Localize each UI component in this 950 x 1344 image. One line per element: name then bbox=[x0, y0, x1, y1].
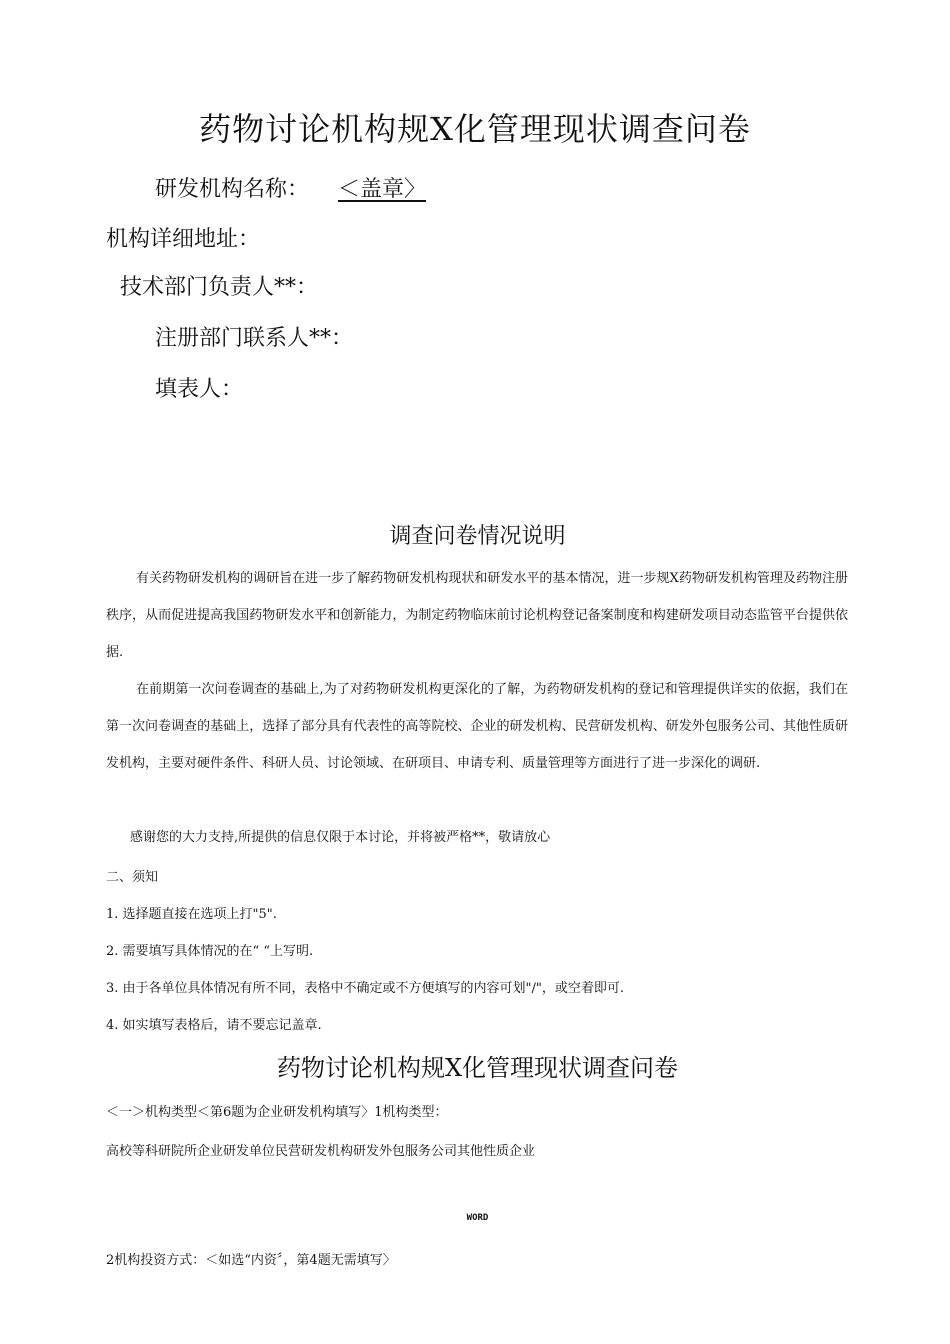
notice-heading: 二、须知 bbox=[106, 870, 159, 885]
page-footer: WORD bbox=[466, 1213, 489, 1223]
question-1: ＜一＞机构类型＜第6题为企业研发机构填写〉1机构类型： bbox=[106, 1105, 448, 1120]
intro-paragraph-1: 有关药物研发机构的调研旨在进一步了解药物研发机构现状和研发水平的基本情况，进一步规X药物研发机构管理及药物注册秩序，从而促进提高我国药物研发水平和创新能力，为制定药物临床前讨论机构登记备案制度和构建研发项目动态监管平台提供依据. bbox=[106, 571, 848, 660]
reg-contact-label: 注册部门联系人**： bbox=[155, 326, 354, 351]
questionnaire-title: 药物讨论机构规X化管理现状调查问卷 bbox=[276, 1054, 679, 1082]
thanks-paragraph: 感谢您的大力支持,所提供的信息仅限于本讨论，并将被严格**，敬请放心 bbox=[130, 830, 551, 845]
notice-item: 3. 由于各单位具体情况有所不同，表格中不确定或不方便填写的内容可划"/"，或空着即可. bbox=[106, 981, 625, 996]
section-title: 调查问卷情况说明 bbox=[389, 524, 566, 549]
intro-paragraph-2: 在前期第一次问卷调查的基础上,为了对药物研发机构更深化的了解，为药物研发机构的登记和管理提供详实的依据，我们在第一次问卷调查的基础上，选择了部分具有代表性的高等院校、企业的研发机构、民营研发机构、研发外包服务公司、其他性质研发机构，主要对硬件条件、科研人员、讨论领域、在研项目、申请专利、质量管理等方面进行了进一步深化的调研. bbox=[106, 682, 848, 771]
org-stamp-placeholder: ＜盖章〉 bbox=[338, 177, 427, 202]
document-title: 药物讨论机构规X化管理现状调查问卷 bbox=[199, 110, 751, 148]
notice-item: 1. 选择题直接在选项上打"5". bbox=[106, 907, 277, 922]
tech-head-label: 技术部门负责人**： bbox=[120, 275, 319, 300]
filler-label: 填表人： bbox=[155, 377, 244, 402]
org-name-row bbox=[155, 172, 426, 203]
org-name-label: 研发机构名称： bbox=[155, 177, 310, 202]
question-2: 2机构投资方式：＜如选“内资〞，第4题无需填写〉 bbox=[106, 1253, 396, 1268]
question-1-options: 高校等科研院所企业研发单位民营研发机构研发外包服务公司其他性质企业 bbox=[106, 1144, 536, 1159]
notice-item: 2. 需要填写具体情况的在“ “上写明. bbox=[106, 944, 314, 959]
notice-item: 4. 如实填写表格后，请不要忘记盖章. bbox=[106, 1018, 322, 1033]
address-label: 机构详细地址： bbox=[106, 227, 261, 252]
